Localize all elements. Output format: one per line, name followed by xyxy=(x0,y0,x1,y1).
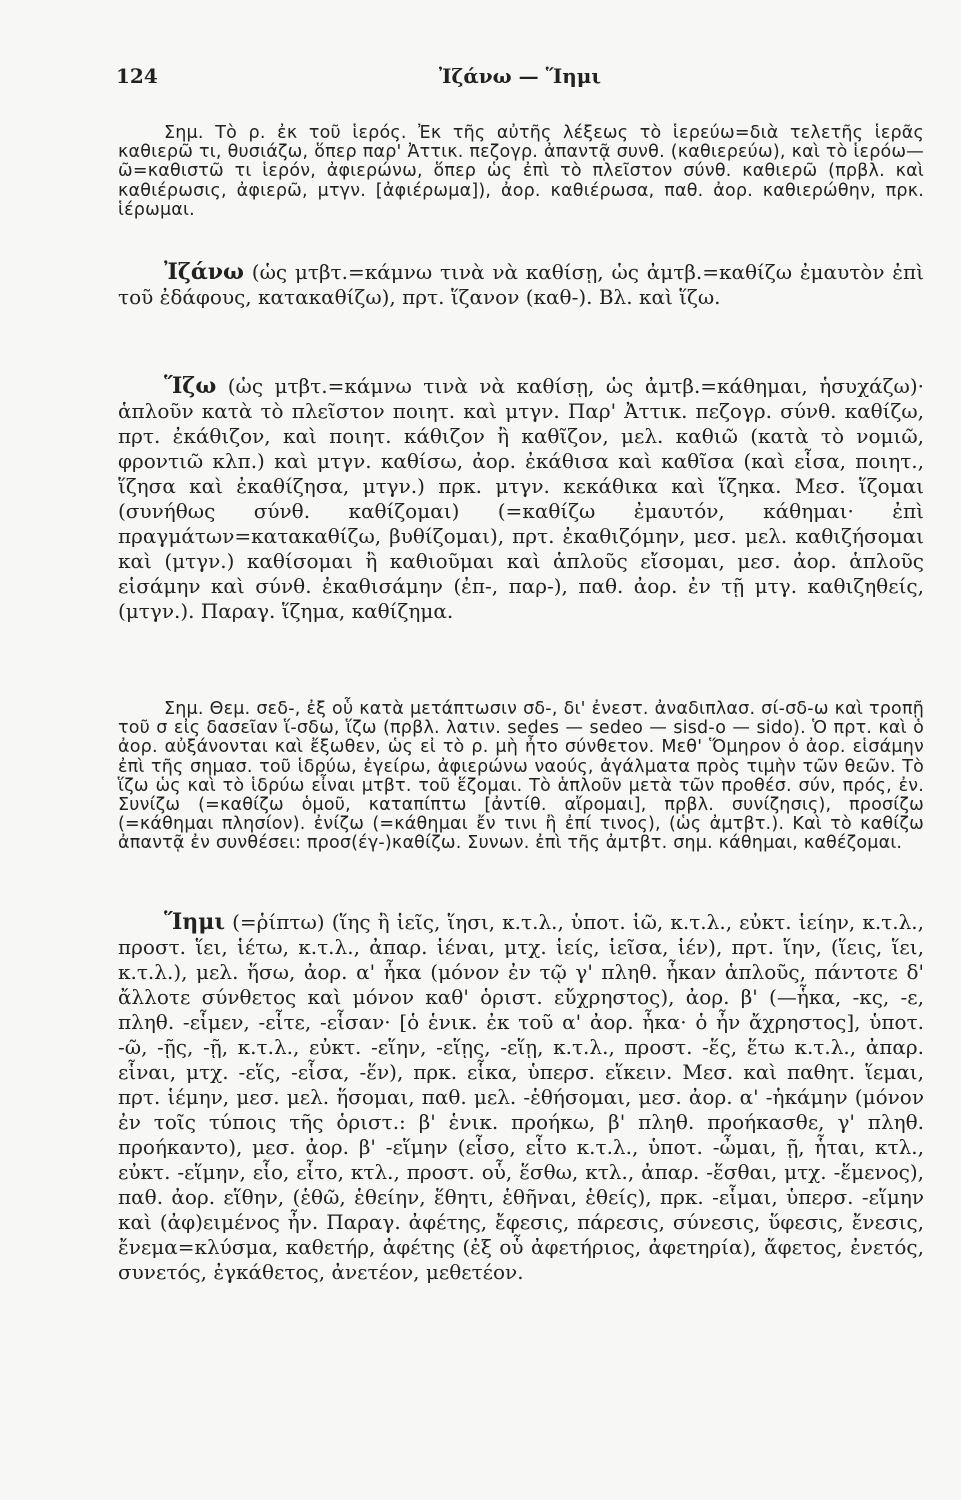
entry-lemma: Ἵζω xyxy=(164,373,217,399)
page-header xyxy=(116,64,924,94)
page-number: 124 xyxy=(116,64,158,88)
note-text: Σημ. Θεμ. σεδ-, ἐξ οὗ κατὰ μετάπτωσιν σδ-, δι' ἐνεστ. ἀναδιπλασ. σί-σδ-ω καὶ τροπῇ τοῦ σ εἰς δασεῖαν ἵ-σδω, ἵζω (πρβλ. λατιν. sedes — sedeo — sisd-o — sido). Ὁ πρτ. καὶ ὁ ἀορ. αὐξάνονται καὶ ἔξωθεν, ὡς εἰ τὸ ρ. μὴ ἦτο σύνθετον. Μεθ' Ὅμηρον ὁ ἀορ. εἱσάμην ἐπὶ τῆς σημασ. τοῦ ἱδρύω, ἐγείρω, ἀφιερώνω ναούς, ἀγάλματα πρὸς τιμὴν τῶν θεῶν. Τὸ ἵζω ὡς καὶ τὸ ἱδρύω εἶναι μτβτ. τοῦ ἕζομαι. Τὸ ἁπλοῦν μετὰ τῶν προθέσ. σύν, πρός, ἐν. Συνίζω (=καθίζω ὁμοῦ, καταπίπτω [ἀντίθ. αἴρομαι], πρβλ. συνίζησις), προσίζω (=κάθημαι πλησίον). ἐνίζω (=κάθημαι ἔν τινι ἢ ἐπί τινος), (ὡς ἀμτβτ.). Καὶ τὸ καθίζω ἀπαντᾷ ἐν συνθέσει: προσ(έγ-)καθίζω. Συνων. ἐπὶ τῆς ἀμτβτ. σημ. κάθημαι, καθέζομαι. xyxy=(118,699,924,854)
entry-lemma: Ἰζάνω xyxy=(164,259,245,285)
entry-text: (=ῥίπτω) (ἵης ἢ ἱεῖς, ἵησι, κ.τ.λ., ὑποτ. ἱῶ, κ.τ.λ., εὐκτ. ἱείην, κ.τ.λ., προστ. ἵει, ἱέτω, κ.τ.λ., ἀπαρ. ἱέναι, μτχ. ἱείς, ἱεῖσα, ἱέν), πρτ. ἵην, (ἵεις, ἵει, κ.τ.λ.), μελ. ἥσω, ἀορ. α' ἧκα (μόνον ἐν τῷ γ' πληθ. ἧκαν ἁπλοῦς, πάντοτε δ' ἄλλοτε σύνθετος καὶ μόνον καθ' ὁριστ. εὔχρηστος), ἀορ. β' (—ἧκα, -κς, -ε, πληθ. -εἷμεν, -εἷτε, -εἷσαν· [ὁ ἑνικ. ἐκ τοῦ α' ἀορ. ἧκα· ὁ ἦν ἄχρηστος], ὑποτ. -ῶ, -ῇς, -ῇ, κ.τ.λ., εὐκτ. -εἵην, -εἵῃς, -εἵῃ, κ.τ.λ., προστ. -ἕς, ἕτω κ.τ.λ., ἀπαρ. εἷναι, μτχ. -εἵς, -εἷσα, -ἕν), πρκ. εἷκα, ὑπερσ. εἵκειν. Μεσ. καὶ παθητ. ἵεμαι, πρτ. ἱέμην, μεσ. μελ. ἥσομαι, παθ. μελ. -ἑθήσομαι, μεσ. ἀορ. α' -ἡκάμην (μόνον ἐν τοῖς τύποις τῆς ὁριστ.: β' ἑνικ. προήκω, β' πληθ. προήκασθε, γ' πληθ. προήκαντο), μεσ. ἀορ. β' -εἵμην (εἷσο, εἷτο κ.τ.λ., ὑποτ. -ὦμαι, ῇ, ἧται, κτλ., εὐκτ. -εἵμην, εἷο, εἷτο, κτλ., προστ. οὗ, ἕσθω, κτλ., ἀπαρ. -ἕσθαι, μτχ. -ἕμενος), παθ. ἀορ. εἵθην, (ἑθῶ, ἑθείην, ἕθητι, ἑθῆναι, ἑθείς), πρκ. -εἷμαι, ὑπερσ. -εἵμην καὶ (ἀφ)ειμένος ἦν. Παραγ. ἀφέτης, ἔφεσις, πάρεσις, σύνεσις, ὕφεσις, ἔνεσις, ἔνεμα=κλύσμα, καθετήρ, ἀφέτης (ἐξ οὗ ἀφετήριος, ἀφετηρία), ἄφετος, ἐνετός, συνετός, ἐγκάθετος, ἀνετέον, μεθετέον. xyxy=(118,910,924,1284)
note-izo xyxy=(118,700,924,854)
entry-text: (ὡς μτβτ.=κάμνω τινὰ νὰ καθίσῃ, ὡς ἀμτβ.=καθίζω ἐμαυτὸν ἐπὶ τοῦ ἐδάφους, κατακαθίζω), πρτ. ἵζανον (καθ-). Βλ. καὶ ἵζω. xyxy=(118,260,924,309)
entry-izo xyxy=(118,374,924,624)
note-hiereus xyxy=(118,124,924,220)
entry-lemma: Ἵημι xyxy=(164,909,226,935)
note-text: Σημ. Τὸ ρ. ἐκ τοῦ ἱερός. Ἐκ τῆς αὐτῆς λέξεως τὸ ἱερεύω=διὰ τελετῆς ἱερᾶς καθιερῶ τι, θυσιάζω, ὅπερ παρ' Ἀττικ. πεζογρ. ἀπαντᾷ συνθ. (καθιερεύω), καὶ τὸ ἱερόω—ῶ=καθιστῶ τι ἱερόν, ἀφιερώνω, ὅπερ ὡς ἐπὶ τὸ πλεῖστον σύνθ. καθιερῶ (πρβλ. καὶ καθιέρωσις, ἀφιερῶ, μτγν. [ἀφιέρωμα]), ἀορ. καθιέρωσα, παθ. ἀορ. καθιερώθην, πρκ. ἱέρωμαι. xyxy=(118,123,924,220)
running-head: Ἰζάνω — Ἵημι xyxy=(438,64,602,88)
entry-izano xyxy=(118,260,924,310)
entry-text: (ὡς μτβτ.=κάμνω τινὰ νὰ καθίσῃ, ὡς ἀμτβ.=κάθημαι, ἡσυχάζω)· ἁπλοῦν κατὰ τὸ πλεῖστον ποιητ. καὶ μτγν. Παρ' Ἀττικ. πεζογρ. σύνθ. καθίζω, πρτ. ἐκάθιζον, καὶ ποιητ. κάθιζον ἢ καθῖζον, μελ. καθιῶ (κατὰ τὸ νομιῶ, φροντιῶ κλπ.) καὶ μτγν. καθίσω, ἀορ. ἐκάθισα καὶ καθῖσα (καὶ εἷσα, ποιητ., ἵζησα καὶ ἐκαθίζησα, μτγν.) πρκ. μτγν. κεκάθικα καὶ ἵζηκα. Μεσ. ἵζομαι (συνήθως σύνθ. καθίζομαι) (=καθίζω ἐμαυτόν, κάθημαι· ἐπὶ πραγμάτων=κατακαθίζω, βυθίζομαι), πρτ. ἐκαθιζόμην, μεσ. μελ. καθιζήσομαι καὶ (μτγν.) καθίσομαι ἢ καθιοῦμαι καὶ ἁπλοῦς εἴσομαι, μεσ. ἀορ. ἁπλοῦς εἱσάμην καὶ σύνθ. ἐκαθισάμην (ἐπ-, παρ-), παθ. ἀορ. ἐν τῇ μτγ. καθιζηθείς, (μτγν.). Παραγ. ἵζημα, καθίζημα. xyxy=(118,374,924,623)
entry-iemi xyxy=(118,910,924,1285)
